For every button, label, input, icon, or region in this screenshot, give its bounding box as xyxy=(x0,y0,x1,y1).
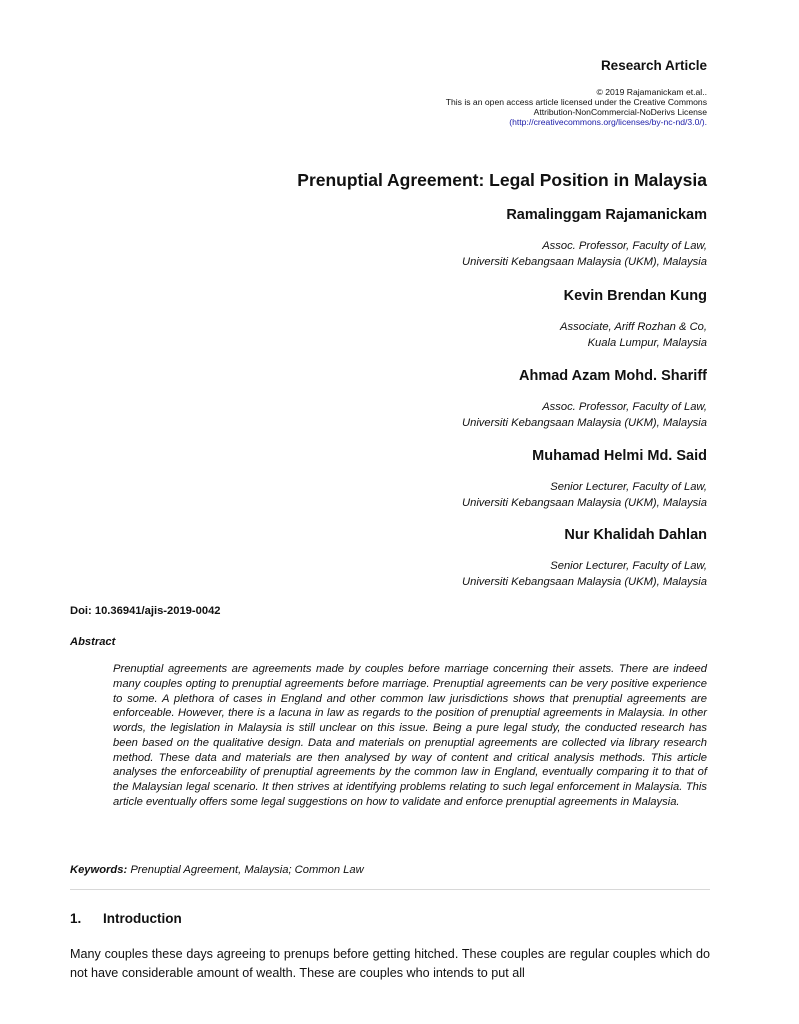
affiliation-line: Senior Lecturer, Faculty of Law, xyxy=(550,560,707,572)
license-line-1: This is an open access article licensed under the Creative Commons xyxy=(445,97,707,107)
license-block xyxy=(446,87,707,127)
keywords-text: Prenuptial Agreement, Malaysia; Common Law xyxy=(130,864,364,876)
author-name-3: Ahmad Azam Mohd. Shariff xyxy=(519,368,707,384)
abstract-text: Prenuptial agreements are agreements made by couples before marriage concerning their assets. There are indeed many couples opting to prenuptial agreements before marriage. Prenuptial agreements can be very positive experience to some. A plethora of cases in England and other common law jurisdictions shows that prenuptial agreements are enforceable. However, there is a lacuna in law as regards to the position of prenuptial agreements in Malaysia. In other words, the legislation in Malaysia is still unclear on this issue. Being a pure legal study, the conducted research has been based on the qualitative design. Data and materials on prenuptial agreements are collected via library research method. These data and materials are then analysed by way of content and critical analysis methods. This article analyses the enforceability of prenuptial agreements by the common law in England, eventually comparing it to that of the Malaysian legal scenario. It then strives at identifying problems relating to such legal enforcement in Malaysia. This article eventually offers some legal suggestions on how to validate and enforce prenuptial agreements in Malaysia. xyxy=(113,663,707,808)
introduction-text: Many couples these days agreeing to prenups before getting hitched. These couples are regular couples which do not have considerable amount of wealth. These are couples who intends to put all xyxy=(70,947,710,980)
license-link[interactable]: (http://creativecommons.org/licenses/by-nc-nd/3.0/). xyxy=(509,117,707,127)
author-affiliation-1 xyxy=(462,239,707,270)
author-name-5: Nur Khalidah Dahlan xyxy=(564,527,707,543)
author-name-1: Ramalinggam Rajamanickam xyxy=(506,207,707,223)
section-heading xyxy=(70,911,182,926)
affiliation-line: Kuala Lumpur, Malaysia xyxy=(587,336,707,349)
author-name-4: Muhamad Helmi Md. Said xyxy=(532,448,707,464)
affiliation-line: Associate, Ariff Rozhan & Co, xyxy=(560,321,707,333)
section-divider xyxy=(70,889,710,890)
author-affiliation-2 xyxy=(560,320,707,351)
author-affiliation-3 xyxy=(462,400,707,431)
affiliation-line: Universiti Kebangsaan Malaysia (UKM), Malaysia xyxy=(462,255,707,268)
section-title: Introduction xyxy=(103,911,182,926)
affiliation-line: Universiti Kebangsaan Malaysia (UKM), Malaysia xyxy=(462,496,707,509)
paper-title: Prenuptial Agreement: Legal Position in Malaysia xyxy=(297,170,707,190)
license-line-2: Attribution-NonCommercial-NoDerivs License xyxy=(533,107,707,117)
article-type: Research Article xyxy=(600,58,707,73)
affiliation-line: Universiti Kebangsaan Malaysia (UKM), Malaysia xyxy=(462,575,707,588)
affiliation-line: Assoc. Professor, Faculty of Law, xyxy=(542,240,707,252)
author-name-2: Kevin Brendan Kung xyxy=(563,288,707,304)
author-affiliation-5 xyxy=(462,559,707,590)
copyright-line: © 2019 Rajamanickam et.al.. xyxy=(596,87,707,97)
abstract-heading: Abstract xyxy=(70,636,116,648)
author-affiliation-4 xyxy=(462,480,707,511)
affiliation-line: Senior Lecturer, Faculty of Law, xyxy=(550,481,707,493)
keywords xyxy=(70,864,364,876)
affiliation-line: Universiti Kebangsaan Malaysia (UKM), Malaysia xyxy=(462,416,707,429)
keywords-label: Keywords: xyxy=(70,864,128,876)
doi: Doi: 10.36941/ajis-2019-0042 xyxy=(70,605,221,617)
section-number: 1. xyxy=(70,911,82,926)
affiliation-line: Assoc. Professor, Faculty of Law, xyxy=(542,401,707,413)
